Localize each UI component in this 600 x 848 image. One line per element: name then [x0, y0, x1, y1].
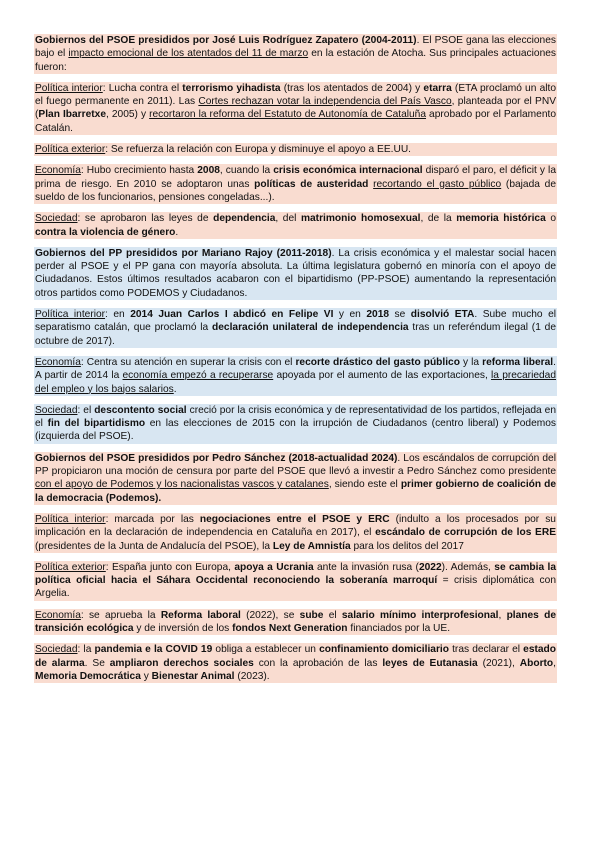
- paragraph-label: Economía: [35, 356, 81, 368]
- paragraph-label: Política interior: [35, 82, 103, 94]
- rajoy-economia-paragraph: Economía: Centra su atención en superar la crisis con el recorte drástico del gasto público y la reforma liberal. A partir de 2014 la economía empezó a recuperarse apoyada por el aumento de las exportaciones, la precariedad del empleo y los bajos salarios.: [35, 356, 557, 395]
- zapatero-sociedad-paragraph: Sociedad: se aprobaron las leyes de dependencia, del matrimonio homosexual, de la memoria histórica o contra la violencia de género.: [35, 213, 556, 238]
- paragraph-label: Política interior: [35, 309, 106, 321]
- rajoy-heading: Gobiernos del PP presididos por Mariano Rajoy (2011-2018): [35, 247, 332, 259]
- paragraph-label: Sociedad: [35, 404, 78, 416]
- sanchez-interior-paragraph: Política interior: marcada por las negociaciones entre el PSOE y ERC (indulto a los procesados por su implicación en la declaración de independencia en Cataluña en 2017), el escándalo de corrupción de los ERE (presidentes de la Junta de Andalucía del PSOE), la Ley de Amnistía para los delitos del 2017: [35, 513, 556, 552]
- zapatero-exterior-paragraph: Política exterior: Se refuerza la relación con Europa y disminuye el apoyo a EE.UU.: [34, 143, 557, 156]
- paragraph-label: Política exterior: [35, 144, 106, 156]
- rajoy-intro-paragraph: Gobiernos del PP presididos por Mariano Rajoy (2011-2018). La crisis económica y el malestar social hacen perder al PSOE y el PP gana con mayoría absoluta. La última legislatura gobernó en minoría con el apoyo de Ciudadanos. Estos últimos resultados acabaron con el bipartidismo (PP-PSOE) aumentando la representación otros partidos como PODEMOS y Ciudadanos.: [35, 247, 556, 299]
- zapatero-heading: Gobiernos del PSOE presididos por José Luis Rodríguez Zapatero (2004-2011): [35, 35, 417, 46]
- paragraph-label: Sociedad: [35, 213, 78, 225]
- rajoy-sociedad-paragraph: Sociedad: el descontento social creció por la crisis económica y de representatividad de los partidos, reflejada en el fin del bipartidismo en las elecciones de 2015 con la irrupción de Ciudadanos (centro liberal) y Podemos (izquierda del PSOE).: [35, 404, 556, 443]
- paragraph-label: Sociedad: [35, 644, 78, 656]
- paragraph-label: Economía: [35, 609, 81, 621]
- paragraph-label: Política interior: [35, 513, 106, 525]
- zapatero-intro-paragraph: Gobiernos del PSOE presididos por José Luis Rodríguez Zapatero (2004-2011). El PSOE gana las elecciones bajo el impacto emocional de los atentados del 11 de marzo en la estación de Atocha. Sus principales actuaciones fueron:: [35, 35, 556, 73]
- sanchez-economia-paragraph: Economía: se aprueba la Reforma laboral (2022), se sube el salario mínimo interprofesional, planes de transición ecológica y de inversión de los fondos Next Generation financiados por la UE.: [35, 609, 556, 634]
- sanchez-exterior-paragraph: Política exterior: España junto con Europa, apoya a Ucrania ante la invasión rusa (2022). Además, se cambia la política oficial hacia el Sáhara Occidental reconociendo la soberanía marroquí = crisis diplomática con Argelia.: [35, 561, 557, 600]
- zapatero-interior-paragraph: Política interior: Lucha contra el terrorismo yihadista (tras los atentados de 2004) y etarra (ETA proclamó un alto el fuego permanente en 2011). Las Cortes rechazan votar la independencia del País Vasco, planteada por el PNV (Plan Ibarretxe, 2005) y recortaron la reforma del Estatuto de Autonomía de Cataluña aprobado por el Parlamento Catalán.: [35, 82, 556, 134]
- document-page: [34, 34, 557, 691]
- sanchez-intro-paragraph: Gobiernos del PSOE presididos por Pedro Sánchez (2018-actualidad 2024). Los escándalos de corrupción del PP propiciaron una moción de censura por parte del PSOE que llevó a investir a Pedro Sánchez como presidente con el apoyo de Podemos y los nacionalistas vascos y catalanes, siendo este el primer gobierno de coalición de la democracia (Podemos).: [35, 452, 556, 504]
- rajoy-interior-paragraph: Política interior: en 2014 Juan Carlos I abdicó en Felipe VI y en 2018 se disolvió ETA. Sube mucho el separatismo catalán, que proclamó la declaración unilateral de independencia tras un referéndum ilegal (1 de octubre de 2017).: [35, 309, 557, 347]
- zapatero-economia-paragraph: Economía: Hubo crecimiento hasta 2008, cuando la crisis económica internacional disparó el paro, el déficit y la prima de riesgo. En 2010 se adoptaron unas políticas de austeridad recortando el gasto público (bajada de sueldo de los funcionarios, pensiones congeladas...).: [35, 165, 556, 203]
- paragraph-label: Economía: [35, 165, 81, 177]
- sanchez-sociedad-paragraph: Sociedad: la pandemia e la COVID 19 obliga a establecer un confinamiento domiciliario tras declarar el estado de alarma. Se ampliaron derechos sociales con la aprobación de las leyes de Eutanasia (2021), Aborto, Memoria Democrática y Bienestar Animal (2023).: [35, 644, 557, 682]
- paragraph-label: Política exterior: [35, 561, 106, 573]
- sanchez-heading: Gobiernos del PSOE presididos por Pedro Sánchez (2018-actualidad 2024): [35, 452, 398, 464]
